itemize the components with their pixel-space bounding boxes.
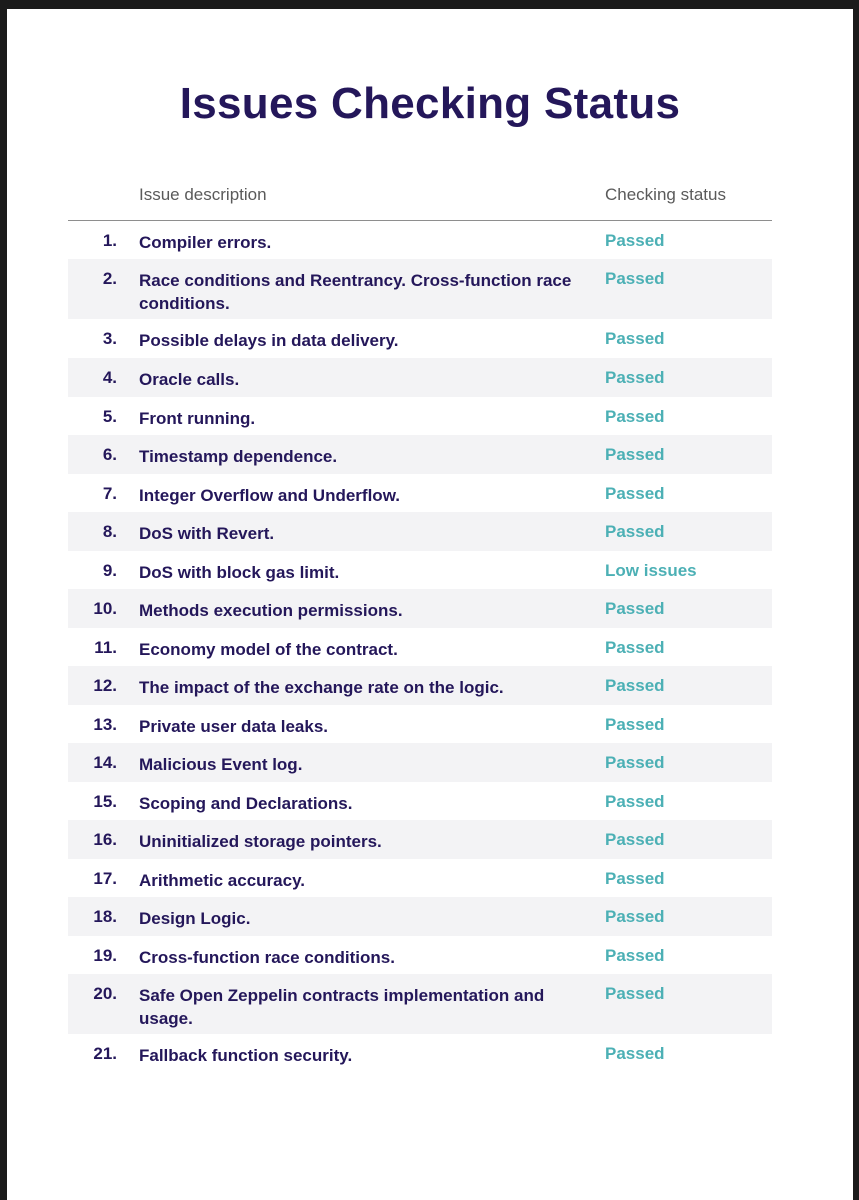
table-row [68,221,772,259]
row-number: 6. [102,445,117,464]
table-header [68,182,772,221]
row-number: 12. [93,676,117,695]
row-number: 17. [93,869,117,888]
status-badge: Passed [605,753,665,772]
row-number: 9. [102,561,117,580]
table-row [68,1034,772,1073]
issues-table [68,182,772,1073]
status-badge: Passed [605,445,665,464]
row-number: 15. [93,792,117,811]
status-badge: Passed [605,231,665,250]
issue-description: Safe Open Zeppelin contracts implementation and usage. [139,986,545,1028]
status-badge: Passed [605,329,665,348]
table-row [68,743,772,782]
issue-description: Fallback function security. [139,1046,353,1065]
row-number: 10. [93,599,117,618]
issue-description: Malicious Event log. [139,755,303,774]
issue-description: Methods execution permissions. [139,601,403,620]
row-number: 3. [102,329,117,348]
issue-description: Uninitialized storage pointers. [139,832,382,851]
document-page [7,9,853,1200]
issue-description: Timestamp dependence. [139,447,338,466]
table-row [68,551,772,589]
table-row [68,897,772,936]
table-row [68,358,772,397]
row-number: 18. [93,907,117,926]
status-badge: Low issues [605,561,697,580]
status-badge: Passed [605,984,665,1003]
issue-description: Private user data leaks. [139,717,329,736]
row-number: 1. [102,231,117,250]
status-badge: Passed [605,907,665,926]
status-badge: Passed [605,946,665,965]
table-row [68,259,772,319]
table-row [68,435,772,474]
table-row [68,474,772,512]
status-badge: Passed [605,484,665,503]
status-badge: Passed [605,522,665,541]
table-row [68,859,772,897]
issue-description: Oracle calls. [139,370,240,389]
row-number: 14. [93,753,117,772]
header-issue-description: Issue description [139,185,267,204]
row-number: 19. [93,946,117,965]
status-badge: Passed [605,715,665,734]
status-badge: Passed [605,1044,665,1063]
row-number: 2. [102,269,117,288]
row-number: 16. [93,830,117,849]
status-badge: Passed [605,368,665,387]
issue-description: Arithmetic accuracy. [139,871,305,890]
row-number: 21. [93,1044,117,1063]
table-row [68,512,772,551]
header-checking-status: Checking status [605,185,726,204]
row-number: 13. [93,715,117,734]
table-row [68,666,772,705]
issue-description: DoS with block gas limit. [139,563,340,582]
issue-description: DoS with Revert. [139,524,275,543]
status-badge: Passed [605,792,665,811]
issue-description: Economy model of the contract. [139,640,398,659]
issue-description: Design Logic. [139,909,251,928]
table-row [68,589,772,628]
row-number: 7. [102,484,117,503]
table-row [68,397,772,435]
status-badge: Passed [605,869,665,888]
row-number: 4. [102,368,117,387]
row-number: 20. [93,984,117,1003]
status-badge: Passed [605,676,665,695]
status-badge: Passed [605,638,665,657]
issue-description: Front running. [139,409,256,428]
table-row [68,705,772,743]
issue-description: Integer Overflow and Underflow. [139,486,401,505]
table-row [68,319,772,358]
status-badge: Passed [605,269,665,288]
table-row [68,974,772,1034]
status-badge: Passed [605,830,665,849]
status-badge: Passed [605,407,665,426]
issue-description: Compiler errors. [139,233,272,252]
issue-description: Scoping and Declarations. [139,794,353,813]
row-number: 11. [94,638,117,657]
table-row [68,782,772,820]
status-badge: Passed [605,599,665,618]
table-row [68,936,772,974]
issue-description: Possible delays in data delivery. [139,331,399,350]
row-number: 5. [102,407,117,426]
issue-description: The impact of the exchange rate on the logic. [139,678,504,697]
issue-description: Race conditions and Reentrancy. Cross-function race conditions. [139,271,572,313]
page-title: Issues Checking Status [179,79,681,128]
table-row [68,820,772,859]
issue-description: Cross-function race conditions. [139,948,395,967]
row-number: 8. [102,522,117,541]
table-row [68,628,772,666]
